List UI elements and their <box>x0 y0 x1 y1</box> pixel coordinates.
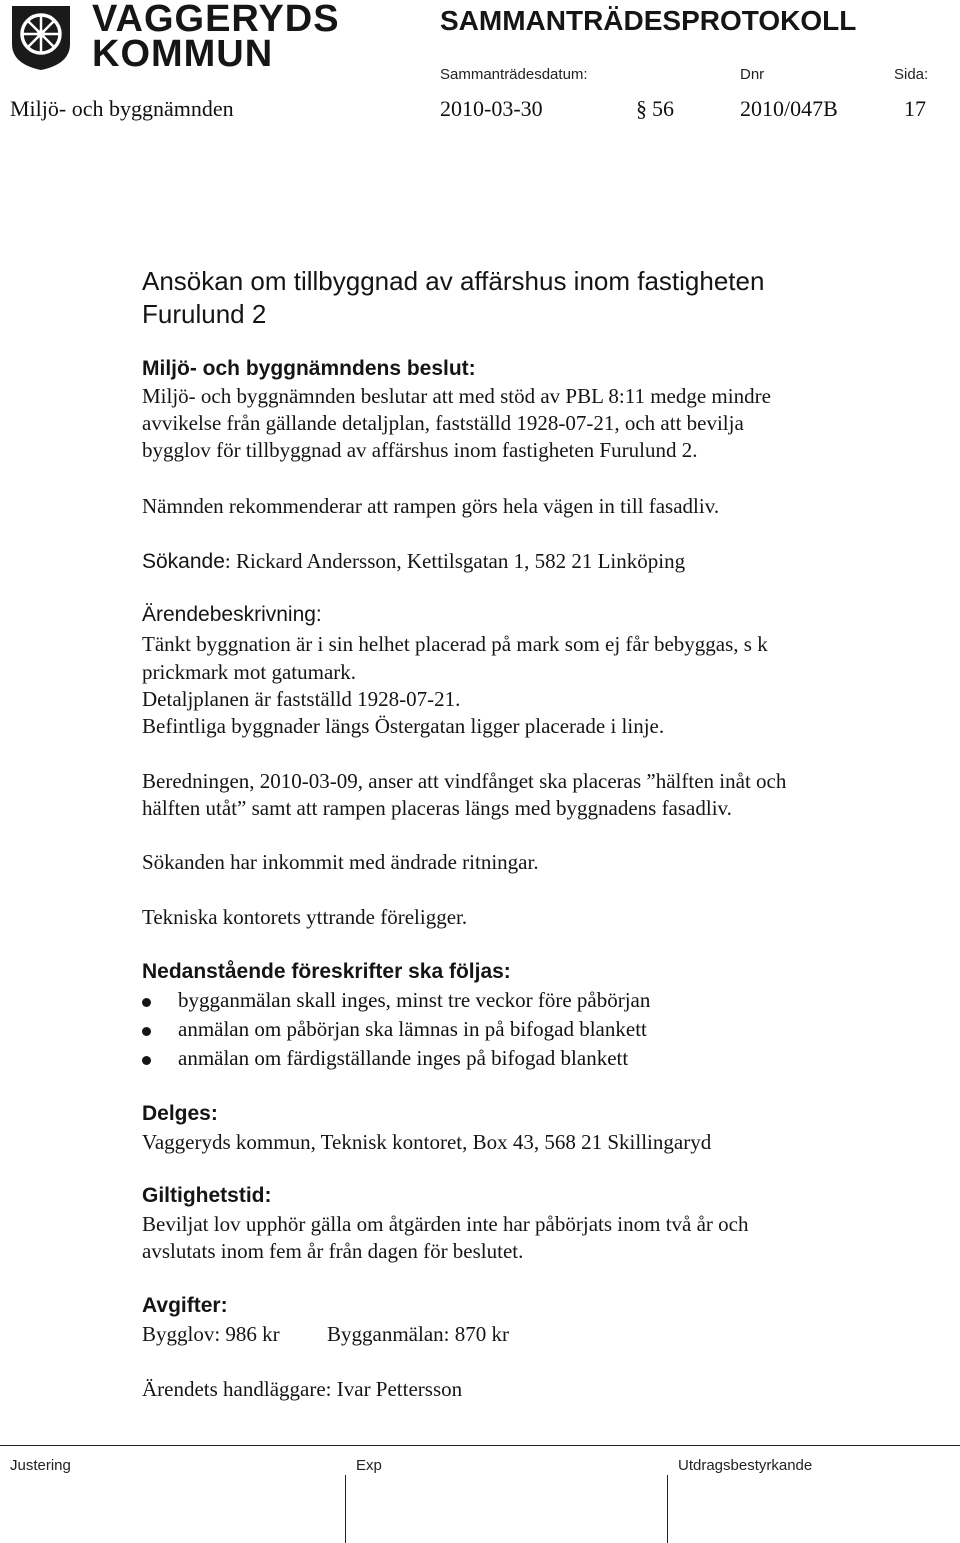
date-label: Sammanträdesdatum: <box>440 66 588 83</box>
logo-line-1: VAGGERYDS <box>92 0 340 40</box>
case-title-line-2: Furulund 2 <box>142 299 267 329</box>
page-number: 17 <box>904 96 926 121</box>
revised-drawings-note: Sökanden har inkommit med ändrade ritningar. <box>142 850 539 874</box>
case-title-line-1: Ansökan om tillbyggnad av affärshus inom fastigheten <box>142 266 765 296</box>
wheel-shield-icon <box>10 4 72 72</box>
regulation-item: anmälan om påbörjan ska lämnas in på bifogad blankett <box>178 1017 647 1041</box>
decision-line: avvikelse från gällande detaljplan, fastställd 1928-07-21, och att bevilja <box>142 411 744 435</box>
preparation-line: Beredningen, 2010-03-09, anser att vindfånget ska placeras ”hälften inåt och <box>142 769 787 793</box>
distribution-heading: Delges: <box>142 1102 218 1125</box>
decision-line: bygglov för tillbyggnad av affärshus inom fastigheten Furulund 2. <box>142 438 698 462</box>
decision-line: Miljö- och byggnämnden beslutar att med stöd av PBL 8:11 medge mindre <box>142 384 771 408</box>
fee-building-permit: Bygglov: 986 kr <box>142 1322 280 1346</box>
validity-heading: Giltighetstid: <box>142 1184 272 1207</box>
meeting-date: 2010-03-30 <box>440 96 543 121</box>
bullet-icon <box>142 998 151 1007</box>
footer-divider-vertical <box>667 1475 668 1543</box>
regulations-heading: Nedanstående föreskrifter ska följas: <box>142 960 511 983</box>
footer-divider-vertical <box>345 1475 346 1543</box>
dnr-value: 2010/047B <box>740 96 838 121</box>
applicant-label: Sökande <box>142 550 225 573</box>
validity-line: Beviljat lov upphör gälla om åtgärden inte har påbörjats inom två år och <box>142 1212 749 1236</box>
applicant-value: : Rickard Andersson, Kettilsgatan 1, 582 21 Linköping <box>224 549 686 573</box>
distribution-value: Vaggeryds kommun, Teknisk kontoret, Box 43, 568 21 Skillingaryd <box>142 1130 712 1154</box>
recommendation: Nämnden rekommenderar att rampen görs hela vägen in till fasadliv. <box>142 494 720 518</box>
bullet-icon <box>142 1056 151 1065</box>
paragraph-sign: § <box>636 96 647 121</box>
footer-exp-label: Exp <box>356 1457 382 1474</box>
regulation-item: anmälan om färdigställande inges på bifogad blankett <box>178 1046 629 1070</box>
paragraph-number: 56 <box>652 96 674 121</box>
logo-wordmark <box>92 0 340 75</box>
footer-extract-label: Utdragsbestyrkande <box>678 1457 813 1474</box>
case-officer: Ärendets handläggare: Ivar Pettersson <box>142 1377 463 1401</box>
preparation-line: hälften utåt” samt att rampen placeras längs med byggnadens fasadliv. <box>142 796 732 820</box>
footer-divider <box>0 1445 960 1446</box>
fee-building-notification: Bygganmälan: 870 kr <box>327 1322 509 1346</box>
description-line: Detaljplanen är fastställd 1928-07-21. <box>142 687 461 711</box>
description-line: prickmark mot gatumark. <box>142 660 357 684</box>
bullet-icon <box>142 1027 151 1036</box>
logo-line-2: KOMMUN <box>92 33 274 75</box>
footer-justering-label: Justering <box>10 1457 71 1474</box>
applicant <box>142 549 685 574</box>
municipality-logo <box>10 4 72 72</box>
technical-statement-note: Tekniska kontorets yttrande föreligger. <box>142 905 468 929</box>
fees-heading: Avgifter: <box>142 1294 228 1317</box>
protocol-title: SAMMANTRÄDESPROTOKOLL <box>440 5 857 36</box>
dnr-label: Dnr <box>740 66 765 83</box>
description-heading: Ärendebeskrivning: <box>142 603 322 626</box>
regulation-item: bygganmälan skall inges, minst tre veckor före påbörjan <box>178 988 651 1012</box>
page-label: Sida: <box>894 66 929 83</box>
decision-heading: Miljö- och byggnämndens beslut: <box>142 357 476 380</box>
description-line: Tänkt byggnation är i sin helhet placerad på mark som ej får bebyggas, s k <box>142 632 768 656</box>
validity-line: avslutats inom fem år från dagen för beslutet. <box>142 1239 524 1263</box>
committee-name: Miljö- och byggnämnden <box>10 96 234 121</box>
description-line: Befintliga byggnader längs Östergatan ligger placerade i linje. <box>142 714 665 738</box>
